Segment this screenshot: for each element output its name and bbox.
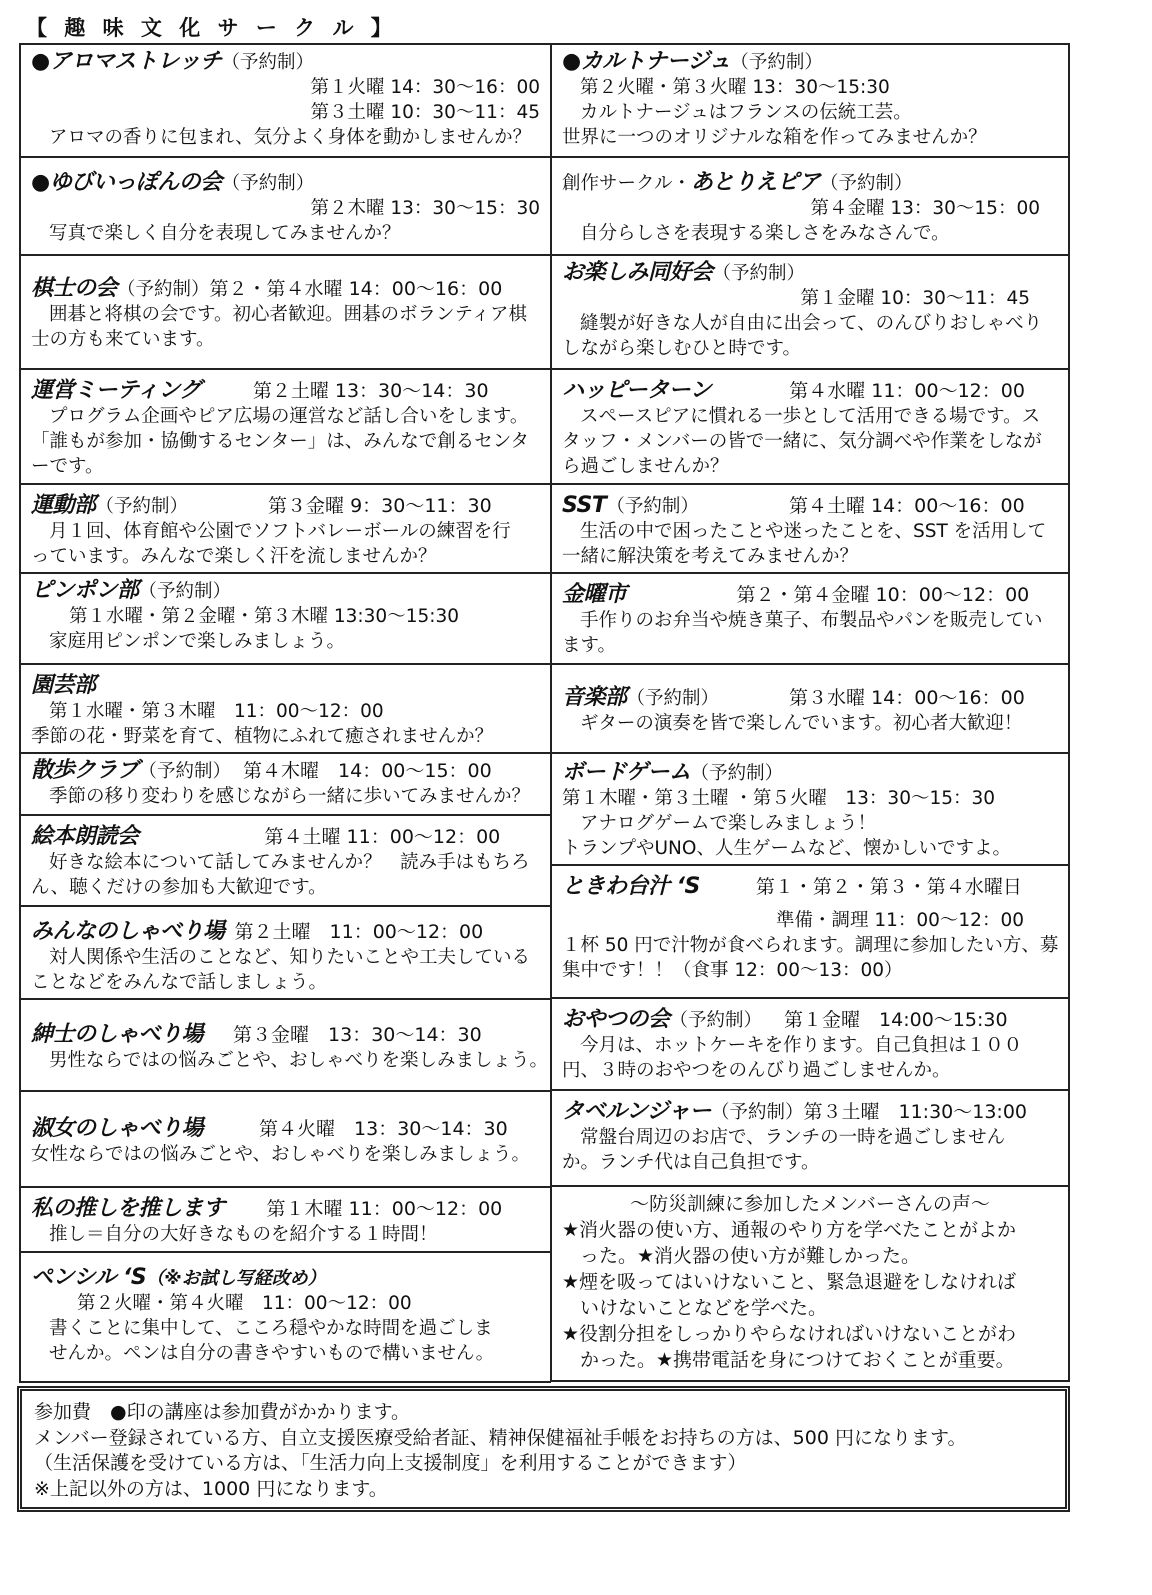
circle-description: プログラム企画やピア広場の運営など話し合いをします。 [49, 406, 529, 427]
circle-description: 書くことに集中して、こころ穏やかな時間を過ごしま [49, 1318, 493, 1339]
circle-prefix: 創作サークル・ [562, 173, 691, 194]
circle-description: 写真で楽しく自分を表現してみませんか？ [49, 223, 401, 244]
circle-description: せんか。ペンは自分の書きやすいもので構いません。 [49, 1343, 495, 1364]
circle-description: 一緒に解決策を考えてみませんか？ [562, 546, 859, 567]
circle-schedule: 第４土曜 14：00～16：00 [788, 495, 1025, 517]
circle-schedule: 第３土曜 11:30～13:00 [803, 1101, 1027, 1123]
circle-schedule: 第３水曜 14：00～16：00 [789, 687, 1025, 709]
circle-description: ことなどをみんなで話しましょう。 [31, 972, 328, 993]
fee-line: メンバー登録されている方、自立支援医療受給者証、精神保健福祉手帳をお持ちの方は、500 円になります。 [34, 1426, 967, 1449]
circle-gentlemen-shaberiba [19, 1000, 551, 1092]
circle-pingpong [19, 574, 551, 665]
circle-note: （予約制） [669, 1010, 763, 1031]
circle-note: （予約制） [712, 263, 806, 284]
circle-note: （予約制） [710, 1102, 804, 1123]
circle-description: 縫製が好きな人が自由に出会って、のんびりおしゃべり [580, 313, 1043, 334]
circle-schedule: 第２・第４金曜 10：00～12：00 [736, 584, 1030, 606]
circle-schedule: 第１木曜・第３土曜 ・第５火曜 13：30～15：30 [562, 788, 996, 809]
circle-description: 世界に一つのオリジナルな箱を作ってみませんか？ [562, 127, 987, 148]
circle-oshi [19, 1188, 551, 1253]
voice-line: かった。★携帯電話を身につけておくことが重要。 [580, 1349, 1015, 1371]
circle-schedule: 第３土曜 10：30～11：45 [310, 102, 540, 123]
circle-schedule: 第３金曜 13：30～14：30 [233, 1024, 482, 1046]
circle-description: 「誰もが参加・協働するセンター」は、みんなで創るセンタ [31, 431, 530, 452]
circle-note: （予約制） [606, 496, 699, 517]
circle-description: アナログゲームで楽しみましょう！ [580, 813, 877, 834]
circle-description: 集中です！！（食事 12：00～13：00） [562, 960, 903, 981]
circle-title: ●カルトナージュ [562, 49, 731, 74]
circle-schedule: 第１水曜・第２金曜・第３木曜 13:30～15:30 [69, 606, 460, 627]
circle-description: タッフ・メンバーの皆で一緒に、気分調べや作業をしなが [562, 431, 1042, 452]
circle-description: 男性ならではの悩みごとや、おしゃべりを楽しみましょう。 [49, 1050, 548, 1071]
circle-schedule: 第２・第４水曜 14：00～16：00 [209, 278, 503, 300]
circle-schedule: 第１金曜 14:00～15:30 [784, 1009, 1008, 1031]
circle-description: 推し＝自分の大好きなものを紹介する１時間！ [49, 1224, 438, 1245]
circle-sports [19, 485, 551, 574]
circle-description: 家庭用ピンポンで楽しみましょう。 [49, 631, 346, 652]
circle-happy-turn [551, 370, 1070, 485]
circle-schedule: 第２火曜・第４火曜 11：00～12：00 [77, 1293, 412, 1314]
circle-title: ボードゲーム [562, 760, 691, 785]
circle-description: 今月は、ホットケーキを作ります。自己負担は１００ [580, 1035, 1023, 1056]
circle-note: （予約制） [730, 52, 823, 73]
circle-title: ときわ台汁 ‘S [562, 874, 700, 899]
circle-title: 紳士のしゃべり場 [31, 1022, 204, 1047]
circle-title: 金曜市 [562, 582, 627, 607]
circle-pencils [19, 1253, 551, 1383]
circle-schedule: 第１水曜・第３木曜 11：00～12：00 [49, 701, 384, 722]
circle-description: 季節の移り変わりを感じながら一緒に歩いてみませんか？ [49, 786, 531, 807]
voices-title: ～防災訓練に参加したメンバーさんの声～ [630, 1193, 990, 1215]
circle-schedule: 第２土曜 13：30～14：30 [252, 380, 489, 402]
circle-yubi-ippon [19, 158, 551, 256]
circle-note: （予約制） [138, 761, 232, 782]
circle-title: 運動部 [31, 493, 96, 518]
circle-picture-book-reading [19, 816, 551, 907]
circle-title: ペンシル ‘S [31, 1265, 147, 1290]
circle-description: 生活の中で困ったことや迷ったことを、SST を活用して [580, 521, 1047, 542]
circle-title: おやつの会 [562, 1007, 670, 1032]
circle-note: （予約制） [221, 173, 315, 194]
circle-cartonnage [551, 43, 1070, 158]
circle-schedule: 第４火曜 13：30～14：30 [259, 1118, 508, 1140]
circle-description: ます。 [562, 635, 617, 656]
circle-ladies-shaberiba [19, 1092, 551, 1188]
circle-friday-market [551, 574, 1070, 665]
voice-line: った。★消火器の使い方が難しかった。 [580, 1245, 921, 1267]
circle-note: （※お試し写経改め） [146, 1268, 326, 1289]
circle-title: 音楽部 [562, 685, 627, 710]
circle-description: しながら楽しむひと時です。 [562, 338, 802, 359]
circle-sst [551, 485, 1070, 574]
circle-title: ●ゆびいっぽんの会 [31, 170, 222, 195]
circle-schedule: 第１金曜 10：30～11：45 [800, 288, 1030, 309]
circle-description: 士の方も来ています。 [31, 329, 215, 350]
circle-schedule: 第４木曜 14：00～15：00 [243, 760, 492, 782]
circle-title: 淑女のしゃべり場 [31, 1116, 204, 1141]
circle-walking-club [19, 754, 551, 816]
circle-description: アロマの香りに包まれ、気分よく身体を動かしませんか？ [49, 127, 532, 148]
circle-aroma-stretch [19, 43, 551, 158]
circle-title: お楽しみ同好会 [562, 260, 713, 285]
circle-atelier-peer [551, 158, 1070, 256]
fee-line: （生活保護を受けている方は、「生活力向上支援制度」を利用することができます） [34, 1452, 747, 1474]
circle-minna-shaberiba [19, 907, 551, 1000]
disaster-drill-voices [551, 1187, 1070, 1382]
circle-description: ら過ごしませんか？ [562, 456, 729, 477]
circle-description: 常盤台周辺のお店で、ランチの一時を過ごしません [580, 1127, 1006, 1148]
circle-board-game [551, 754, 1070, 866]
right-column [551, 43, 1070, 1382]
circle-tokiwadai-jiru [551, 866, 1070, 999]
circle-music [551, 665, 1070, 754]
circle-title: ハッピーターン [562, 378, 712, 403]
circle-title: 運営ミーティング [31, 378, 201, 403]
circle-note: （予約制） [221, 52, 314, 73]
circle-description: 季節の花・野菜を育て、植物にふれて癒されませんか？ [31, 726, 494, 747]
fee-notice [17, 1386, 1070, 1512]
circle-schedule: 準備・調理 11：00～12：00 [775, 910, 1024, 931]
circle-kishi [19, 256, 551, 370]
circle-title: 棋士の会 [31, 276, 118, 301]
circle-description: トランプやUNO、人生ゲームなど、懐かしいですよ。 [562, 838, 1011, 859]
circle-schedule: 第３金曜 9：30～11：30 [268, 495, 492, 517]
circle-description: ーです。 [31, 456, 104, 477]
circle-description: ギターの演奏を皆で楽しんでいます。初心者大歓迎！ [580, 713, 1023, 734]
circle-description: １杯 50 円で汁物が食べられます。調理に参加したい方、募 [562, 935, 1059, 956]
voice-line: ★消火器の使い方、通報のやり方を学べたことがよか [562, 1219, 1017, 1241]
circle-description: スペースピアに慣れる一歩として活用できる場です。ス [580, 406, 1041, 427]
circle-title: みんなのしゃべり場 [31, 919, 225, 944]
circle-taberunjaa [551, 1091, 1070, 1187]
circle-gardening [19, 665, 551, 754]
circle-note: （予約制） [95, 496, 189, 517]
voice-line: ★役割分担をしっかりやらなければいけないことがわ [562, 1323, 1017, 1345]
circle-schedule: 第４土曜 11：00～12：00 [264, 826, 501, 848]
circle-schedule: 第１火曜 14：30～16：00 [310, 77, 540, 98]
circle-title: 散歩クラブ [31, 758, 139, 783]
circle-description: 自分らしさを表現する楽しさをみなさんで。 [580, 223, 950, 244]
circle-title: 絵本朗読会 [31, 824, 139, 849]
circle-schedule: 第１・第２・第３・第４水曜日 [755, 876, 1022, 898]
circle-schedule: 第２土曜 11：00～12：00 [234, 921, 484, 943]
section-heading: 【 趣 味 文 化 サ ー ク ル 】 [26, 16, 397, 40]
circle-title: 園芸部 [31, 673, 96, 698]
circle-description: 円、３時のおやつをのんびり過ごしませんか。 [562, 1060, 951, 1081]
circle-note: （予約制） [819, 173, 913, 194]
circle-schedule: 第４金曜 13：30～15：00 [810, 198, 1040, 219]
circle-oyatsu [551, 999, 1070, 1091]
circle-title: タベルンジャー [562, 1099, 711, 1124]
circle-description: 女性ならではの悩みごとや、おしゃべりを楽しみましょう。 [31, 1144, 530, 1165]
left-column [19, 43, 551, 1383]
fee-line: ※上記以外の方は、1000 円になります。 [34, 1477, 388, 1500]
circle-schedule: 第４水曜 11：00～12：00 [789, 380, 1025, 402]
circle-description: 対人関係や生活のことなど、知りたいことや工夫している [49, 947, 531, 968]
circle-title: あとりえピア [690, 170, 820, 195]
circle-note: （予約制） [117, 279, 210, 300]
circle-description: か。ランチ代は自己負担です。 [562, 1152, 820, 1173]
circle-otanoshimi [551, 256, 1070, 370]
circle-schedule: 第２火曜・第３火曜 13：30～15:30 [580, 77, 890, 98]
circle-title: ピンポン部 [31, 578, 139, 603]
circle-title: 私の推しを推します [31, 1196, 225, 1221]
circle-title: ●アロマストレッチ [31, 49, 222, 74]
circle-description: カルトナージュはフランスの伝統工芸。 [580, 102, 912, 123]
circle-description: っています。みんなで楽しく汗を流しませんか？ [31, 546, 437, 567]
circle-note: （予約制） [138, 581, 232, 602]
circle-description: 好きな絵本について話してみませんか？ 読み手はもちろ [49, 852, 530, 873]
fee-line: 参加費 ●印の講座は参加費がかかります。 [34, 1401, 411, 1423]
circle-description: ん、聴くだけの参加も大歓迎です。 [31, 877, 327, 898]
circle-description: 囲碁と将棋の会です。初心者歓迎。囲碁のボランティア棋 [49, 304, 528, 325]
circle-title: SST [562, 493, 607, 518]
circle-description: 月１回、体育館や公園でソフトバレーボールの練習を行 [49, 521, 511, 542]
circle-description: 手作りのお弁当や焼き菓子、布製品やパンを販売してい [580, 610, 1043, 631]
circle-schedule: 第１木曜 11：00～12：00 [266, 1198, 503, 1220]
voice-line: いけないことなどを学べた。 [580, 1297, 828, 1319]
circle-note: （予約制） [626, 688, 720, 709]
circle-operations-meeting [19, 370, 551, 485]
circle-note: （予約制） [690, 763, 784, 784]
voice-line: ★煙を吸ってはいけないこと、緊急退避をしなければ [562, 1271, 1017, 1293]
circle-schedule: 第２木曜 13：30～15：30 [310, 198, 540, 219]
